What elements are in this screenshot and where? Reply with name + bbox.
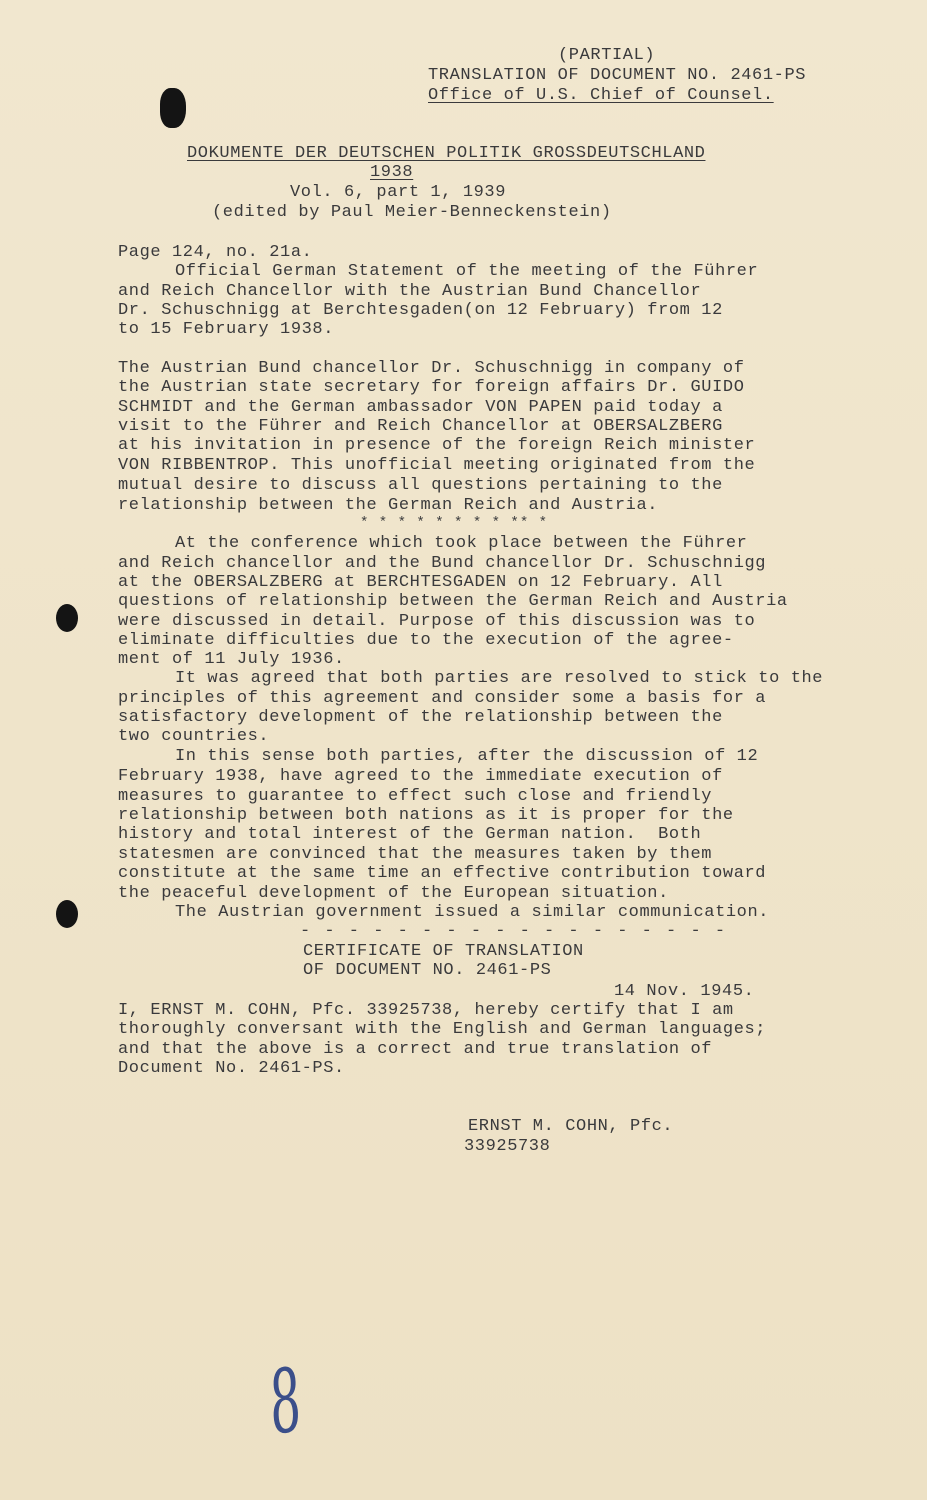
paragraph-4-line: statesmen are convinced that the measures taken by them	[118, 845, 713, 864]
paragraph-4-line: the peaceful development of the European situation.	[118, 884, 669, 903]
punch-hole-bottom	[56, 900, 78, 928]
paragraph-3-line: principles of this agreement and consider some a basis for a	[118, 689, 767, 708]
paragraph-1-line: at his invitation in presence of the foreign Reich minister	[118, 436, 756, 455]
punch-hole-middle	[56, 604, 78, 632]
paragraph-4-line: history and total interest of the German nation. Both	[118, 825, 702, 844]
paragraph-4-line: In this sense both parties, after the discussion of 12	[175, 747, 759, 766]
paragraph-4-line: constitute at the same time an effective contribution toward	[118, 864, 767, 883]
paragraph-2-line: at the OBERSALZBERG at BERCHTESGADEN on 12 February. All	[118, 573, 723, 592]
paragraph-4-line: February 1938, have agreed to the immediate execution of	[118, 767, 723, 786]
certificate-body-line: and that the above is a correct and true translation of	[118, 1040, 713, 1059]
paragraph-3-line: two countries.	[118, 727, 270, 746]
header-office-line: Office of U.S. Chief of Counsel.	[428, 86, 774, 105]
paragraph-2-line: ment of 11 July 1936.	[118, 650, 345, 669]
paragraph-1-line: mutual desire to discuss all questions pertaining to the	[118, 476, 723, 495]
statement-heading-line: Official German Statement of the meeting of the Führer	[175, 262, 759, 281]
certificate-body-line: Document No. 2461-PS.	[118, 1059, 345, 1078]
separator-stars: * * * * * * * * ** *	[360, 515, 549, 531]
paragraph-5-line: The Austrian government issued a similar communication.	[175, 903, 770, 922]
certificate-date: 14 Nov. 1945.	[614, 982, 755, 1001]
statement-heading-line: to 15 February 1938.	[118, 320, 335, 339]
punch-hole-top	[160, 88, 186, 128]
paragraph-4-line: measures to guarantee to effect such close and friendly	[118, 787, 713, 806]
source-editor: (edited by Paul Meier-Benneckenstein)	[212, 203, 612, 222]
dash-rule: - - - - - - - - - - - - - - - - - -	[300, 922, 728, 941]
signer-name: ERNST M. COHN, Pfc.	[468, 1117, 674, 1136]
paragraph-2-line: were discussed in detail. Purpose of this discussion was to	[118, 612, 756, 631]
page-reference: Page 124, no. 21a.	[118, 243, 313, 262]
paragraph-2-line: and Reich chancellor and the Bund chancellor Dr. Schuschnigg	[118, 554, 767, 573]
paragraph-4-line: relationship between both nations as it is proper for the	[118, 806, 734, 825]
paragraph-1-line: visit to the Führer and Reich Chancellor at OBERSALZBERG	[118, 417, 723, 436]
certificate-title: CERTIFICATE OF TRANSLATION	[303, 942, 584, 961]
paragraph-1-line: The Austrian Bund chancellor Dr. Schuschnigg in company of	[118, 359, 745, 378]
paragraph-2-line: questions of relationship between the German Reich and Austria	[118, 592, 788, 611]
statement-heading-line: and Reich Chancellor with the Austrian Bund Chancellor	[118, 282, 702, 301]
paragraph-1-line: the Austrian state secretary for foreign affairs Dr. GUIDO	[118, 378, 745, 397]
statement-heading-line: Dr. Schuschnigg at Berchtesgaden(on 12 February) from 12	[118, 301, 723, 320]
certificate-body-line: thoroughly conversant with the English and German languages;	[118, 1020, 767, 1039]
certificate-subtitle: OF DOCUMENT NO. 2461-PS	[303, 961, 552, 980]
signer-number: 33925738	[464, 1137, 551, 1156]
header-translation-line: TRANSLATION OF DOCUMENT NO. 2461-PS	[428, 66, 807, 85]
paragraph-1-line: SCHMIDT and the German ambassador VON PAPEN paid today a	[118, 398, 723, 417]
paragraph-2-line: At the conference which took place between the Führer	[175, 534, 748, 553]
paragraph-1-line: relationship between the German Reich and Austria.	[118, 496, 659, 515]
handwritten-page-number: 8	[268, 1348, 303, 1455]
paragraph-1-line: VON RIBBENTROP. This unofficial meeting originated from the	[118, 456, 756, 475]
paragraph-3-line: satisfactory development of the relationship between the	[118, 708, 723, 727]
certificate-body-line: I, ERNST M. COHN, Pfc. 33925738, hereby certify that I am	[118, 1001, 734, 1020]
header-partial: (PARTIAL)	[558, 46, 656, 65]
source-title: DOKUMENTE DER DEUTSCHEN POLITIK GROSSDEUTSCHLAND	[187, 144, 706, 163]
paragraph-2-line: eliminate difficulties due to the execution of the agree-	[118, 631, 734, 650]
source-volume: Vol. 6, part 1, 1939	[290, 183, 507, 202]
source-year: 1938	[370, 163, 414, 182]
paragraph-3-line: It was agreed that both parties are resolved to stick to the	[175, 669, 824, 688]
